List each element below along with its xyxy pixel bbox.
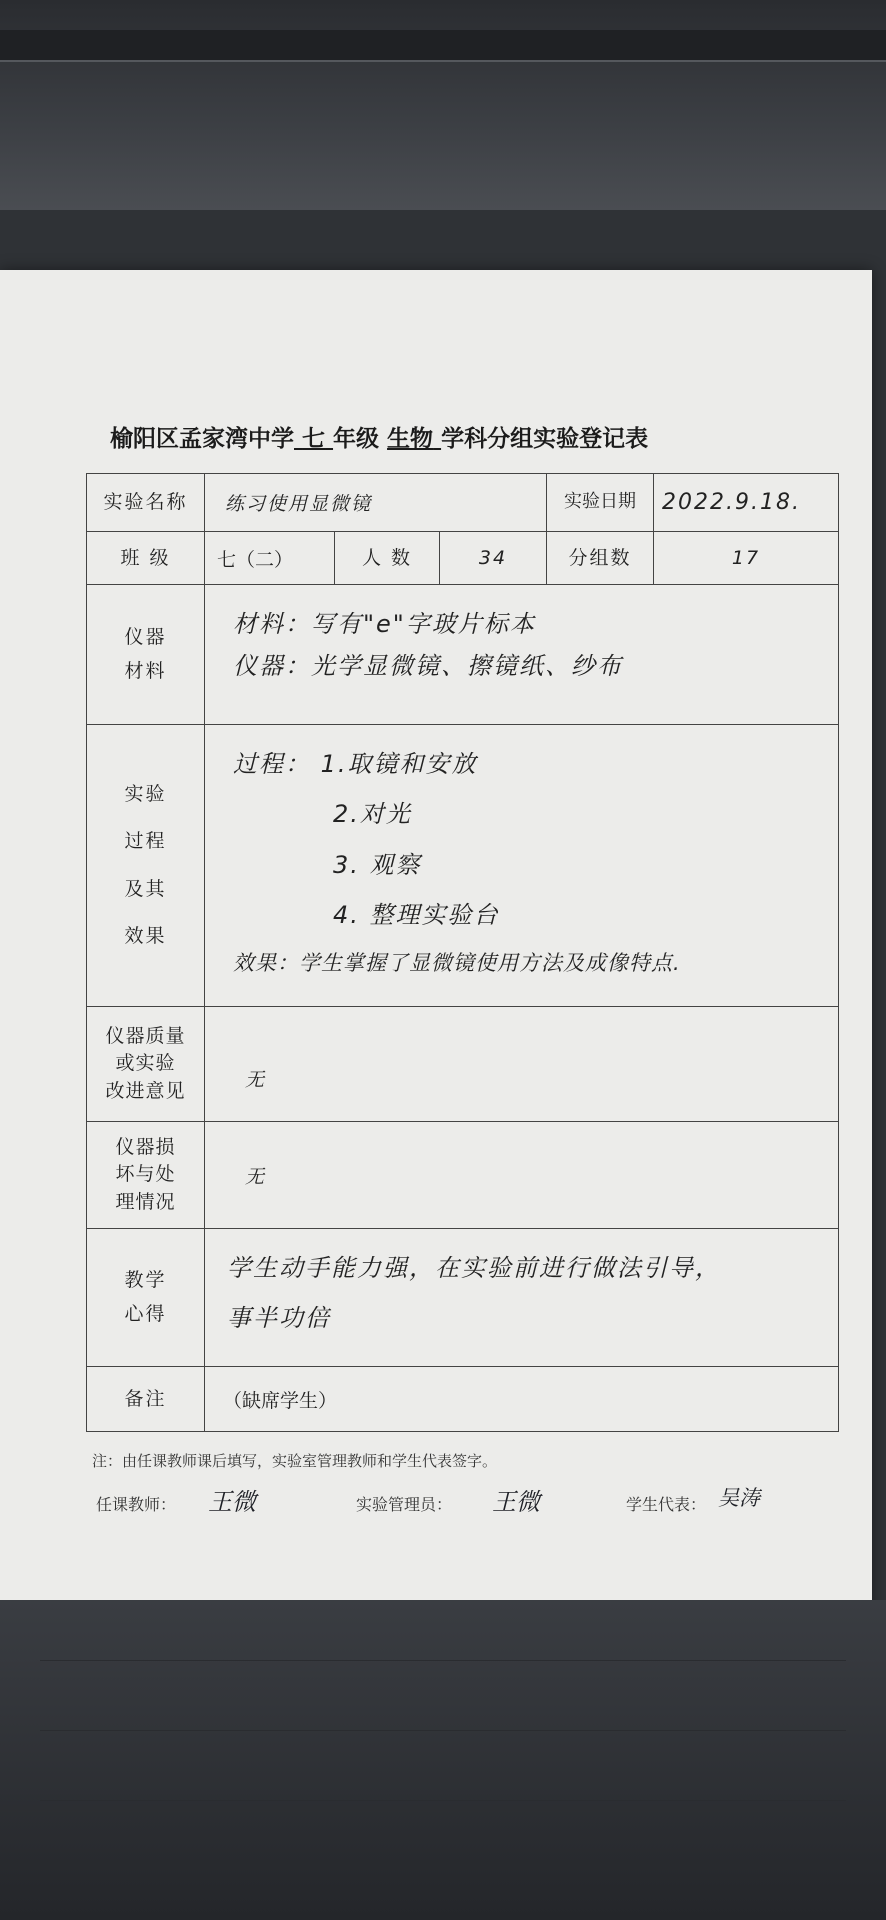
- title-suffix: 学科分组实验登记表: [441, 426, 649, 452]
- remarks-label: 备注: [87, 1367, 205, 1432]
- quality-label: 仪器质量 或实验 改进意见: [87, 1007, 205, 1122]
- groups-value: 17: [654, 532, 839, 585]
- keyboard-row: [40, 1660, 846, 1701]
- laptop-keyboard: [0, 1600, 886, 1920]
- student-label: 学生代表：: [626, 1495, 707, 1514]
- school-name: 榆阳区孟家湾中学: [110, 426, 294, 452]
- name-value: 练习使用显微镜: [205, 474, 547, 532]
- experiment-table: [86, 473, 839, 1432]
- count-label: 人 数: [335, 532, 440, 585]
- class-value: 七（二）: [205, 532, 335, 585]
- class-label: 班 级: [87, 532, 205, 585]
- signature-row: [96, 1482, 796, 1532]
- remarks-value: （缺席学生）: [205, 1367, 839, 1432]
- table-row: [87, 532, 839, 585]
- student-signature: 吴涛: [718, 1486, 760, 1510]
- keyboard-row: [40, 1730, 846, 1771]
- table-row: [87, 585, 839, 725]
- registration-form-sheet: [0, 270, 872, 1658]
- groups-label: 分组数: [547, 532, 654, 585]
- laptop-hinge: [0, 30, 886, 62]
- reflection-value: 学生动手能力强，在实验前进行做法引导， 事半功倍: [205, 1229, 839, 1367]
- table-row: [87, 1367, 839, 1432]
- damage-value: 无: [205, 1122, 839, 1229]
- materials-value: 材料：写有"e"字玻片标本 仪器：光学显微镜、擦镜纸、纱布: [205, 585, 839, 725]
- date-label: 实验日期: [547, 474, 654, 532]
- process-value: 过程： 1.取镜和安放 2.对光 3. 观察 4. 整理实验台 效果：学生掌握了显微镜使用方法及成像特点.: [205, 725, 839, 1007]
- keyboard-row: [40, 1800, 846, 1841]
- materials-label: 仪器 材料: [87, 585, 205, 725]
- count-value: 34: [440, 532, 547, 585]
- teacher-signature: 王微: [208, 1488, 256, 1516]
- name-label: 实验名称: [87, 474, 205, 532]
- manager-label: 实验管理员：: [356, 1495, 453, 1514]
- table-row: [87, 474, 839, 532]
- table-row: [87, 1007, 839, 1122]
- date-value: 2022.9.18.: [654, 474, 839, 532]
- teacher-label: 任课教师：: [96, 1495, 177, 1514]
- grade-suffix: 年级: [333, 426, 380, 452]
- damage-label: 仪器损 坏与处 理情况: [87, 1122, 205, 1229]
- table-row: [87, 725, 839, 1007]
- reflection-label: 教学 心得: [87, 1229, 205, 1367]
- table-row: [87, 1122, 839, 1229]
- manager-signature: 王微: [492, 1488, 540, 1516]
- table-row: [87, 1229, 839, 1367]
- footnote: 注：由任课教师课后填写，实验室管理教师和学生代表签字。: [92, 1452, 498, 1470]
- process-label: 实验 过程 及其 效果: [87, 725, 205, 1007]
- quality-value: 无: [205, 1007, 839, 1122]
- form-title: [110, 420, 790, 453]
- grade-value: 七: [302, 426, 326, 452]
- subject-value: 生物: [387, 426, 434, 452]
